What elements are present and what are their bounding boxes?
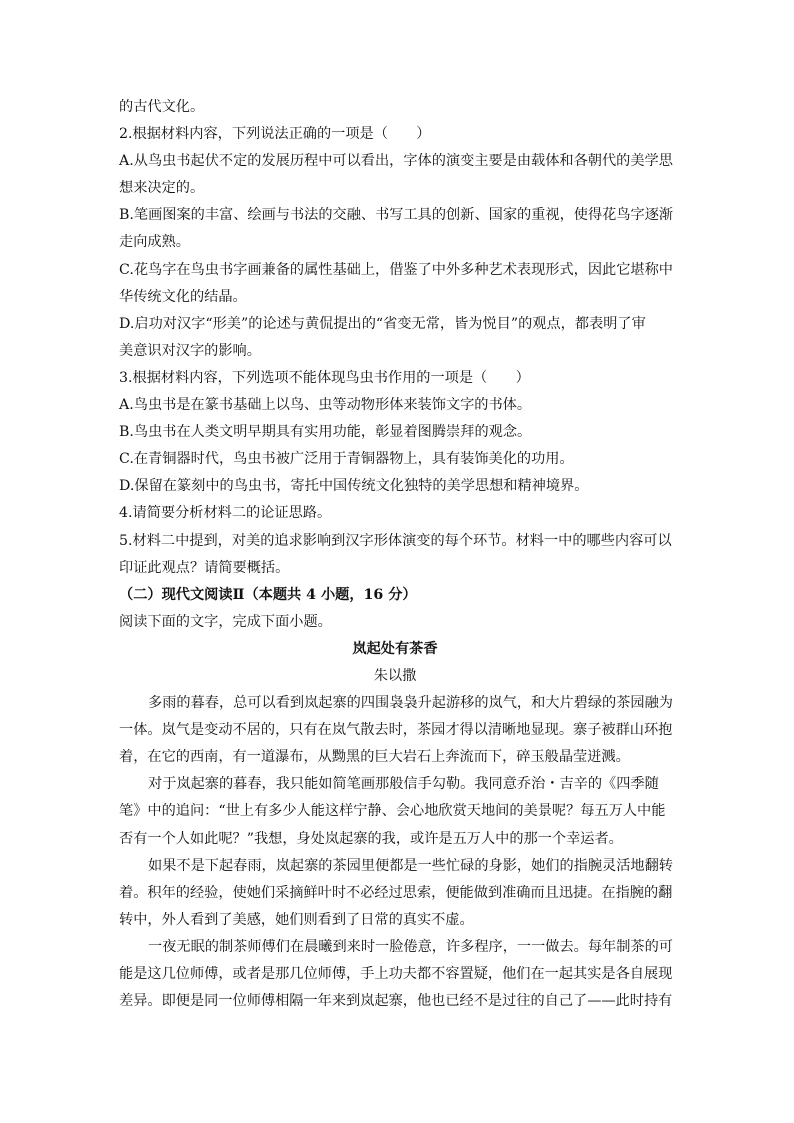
text-line: D.保留在篆刻中的鸟虫书，寄托中国传统文化独特的美学思想和精神境界。 [119, 478, 589, 495]
text-line: 2.根据材料内容，下列说法正确的一项是（ ） [119, 126, 431, 143]
text-line: C.在青铜器时代，鸟虫书被广泛用于青铜器物上，具有装饰美化的功用。 [119, 451, 574, 468]
text-line: 华传统文化的结晶。 [119, 288, 247, 305]
article-title: 岚起处有茶香 [352, 640, 438, 657]
text-line: B.笔画图案的丰富、绘画与书法的交融、书写工具的创新、国家的重视，使得花鸟字逐渐 [119, 207, 674, 224]
text-line: D.启功对汉字“形美”的论述与黄侃提出的“省变无常，皆为悦目”的观点，都表明了审 [119, 315, 646, 332]
text-line: 走向成熟。 [119, 234, 190, 251]
article-line: 一夜无眠的制茶师傅们在晨曦到来时一脸倦意，许多程序，一一做去。每年制茶的可 [148, 938, 673, 955]
article-line: 对于岚起寨的暮春，我只能如简笔画那般信手勾勒。我同意乔治・吉辛的《四季随 [148, 776, 659, 793]
article-line: 差异。即便是同一位师傅相隔一年来到岚起寨，他也已经不是过往的自己了——此时持有 [119, 993, 673, 1010]
article-line: 多雨的暮春，总可以看到岚起寨的四围袅袅升起游移的岚气，和大片碧绿的茶园融为 [148, 695, 673, 712]
article-line: 能是这几位师傅，或者是那几位师傅，手上功夫都不容置疑，他们在一起其实是各自展现 [119, 966, 673, 982]
reading-instruction: 阅读下面的文字，完成下面小题。 [119, 613, 332, 630]
text-line: 的古代文化。 [119, 99, 205, 115]
article-line: 如果不是下起春雨，岚起寨的茶园里便都是一些忙碌的身影，她们的指腕灵活地翻转 [148, 857, 673, 874]
section-heading: （二）现代文阅读Ⅱ（本题共 4 小题，16 分） [119, 586, 417, 603]
article-author: 朱以撒 [373, 667, 417, 684]
article-body [119, 690, 671, 1015]
article-line: 否有一个人如此呢？”我想，身处岚起寨的我，或许是五万人中的那一个幸运者。 [119, 830, 623, 847]
article-line: 着。积年的经验，使她们采摘鲜叶时不必经过思索，便能做到准确而且迅捷。在指腕的翻 [119, 884, 673, 901]
text-line: B.鸟虫书在人类文明早期具有实用功能，彰显着图腾崇拜的观念。 [119, 424, 532, 441]
document-page [119, 94, 674, 1015]
text-line: A.从鸟虫书起伏不定的发展历程中可以看出，字体的演变主要是由载体和各朝代的美学思 [119, 153, 673, 170]
text-line: 想来决定的。 [119, 180, 205, 197]
text-line: 美意识对汉字的影响。 [119, 342, 261, 359]
text-line: 印证此观点？请简要概括。 [119, 559, 290, 576]
text-line: 5.材料二中提到，对美的追求影响到汉字形体演变的每个环节。材料一中的哪些内容可以 [119, 532, 672, 549]
question-lines [119, 94, 674, 582]
article-line: 一体。岚气是变动不居的，只有在岚气散去时，茶园才得以清晰地显现。寨子被群山环抱 [119, 722, 673, 739]
article-line: 笔》中的追问：“世上有多少人能这样宁静、会心地欣赏天地间的美景呢？每五万人中能 [119, 803, 666, 820]
text-line: A.鸟虫书是在篆书基础上以鸟、虫等动物形体来装饰文字的书体。 [119, 397, 532, 414]
text-line: 4.请简要分析材料二的论证思路。 [119, 505, 332, 522]
text-line: C.花鸟字在鸟虫书字画兼备的属性基础上，借鉴了中外多种艺术表现形式，因此它堪称中 [119, 261, 673, 278]
article-line: 着，在它的西南，有一道瀑布，从黝黑的巨大岩石上奔流而下，碎玉般晶莹迸溅。 [119, 749, 630, 766]
article-line: 转中，外人看到了美感，她们则看到了日常的真实不虚。 [119, 911, 474, 928]
text-line: 3.根据材料内容，下列选项不能体现鸟虫书作用的一项是（ ） [119, 369, 530, 386]
